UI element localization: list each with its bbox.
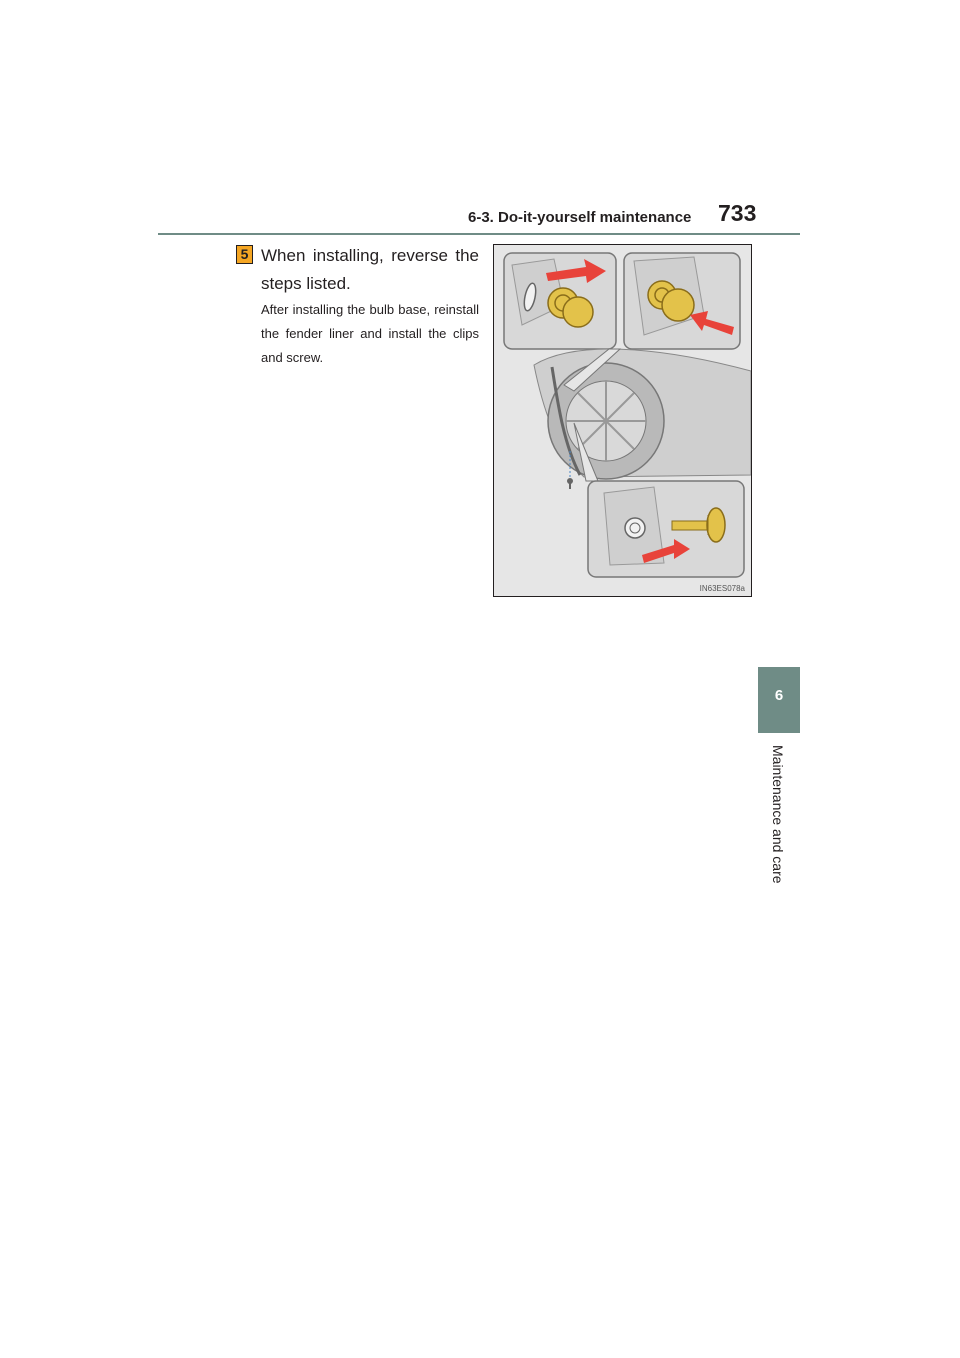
page-number: 733 bbox=[718, 200, 757, 226]
figure-code: IN63ES078a bbox=[699, 584, 745, 593]
inset-top-left bbox=[504, 253, 616, 349]
step-number-badge: 5 bbox=[236, 245, 253, 264]
step-heading: When installing, reverse the steps listed. bbox=[261, 246, 479, 293]
chapter-tab bbox=[758, 667, 800, 733]
chapter-number: 6 bbox=[774, 687, 784, 704]
installation-illustration bbox=[493, 244, 752, 597]
chapter-label: Maintenance and care bbox=[770, 745, 786, 884]
inset-top-right bbox=[624, 253, 740, 349]
header-divider bbox=[158, 233, 800, 235]
section-title: 6-3. Do-it-yourself maintenance bbox=[468, 209, 692, 226]
clip-installation-diagram bbox=[494, 245, 751, 596]
step-description: After installing the bulb base, reinstall the fender liner and install the clips and screw. bbox=[261, 302, 479, 365]
inset-bottom bbox=[588, 481, 744, 577]
